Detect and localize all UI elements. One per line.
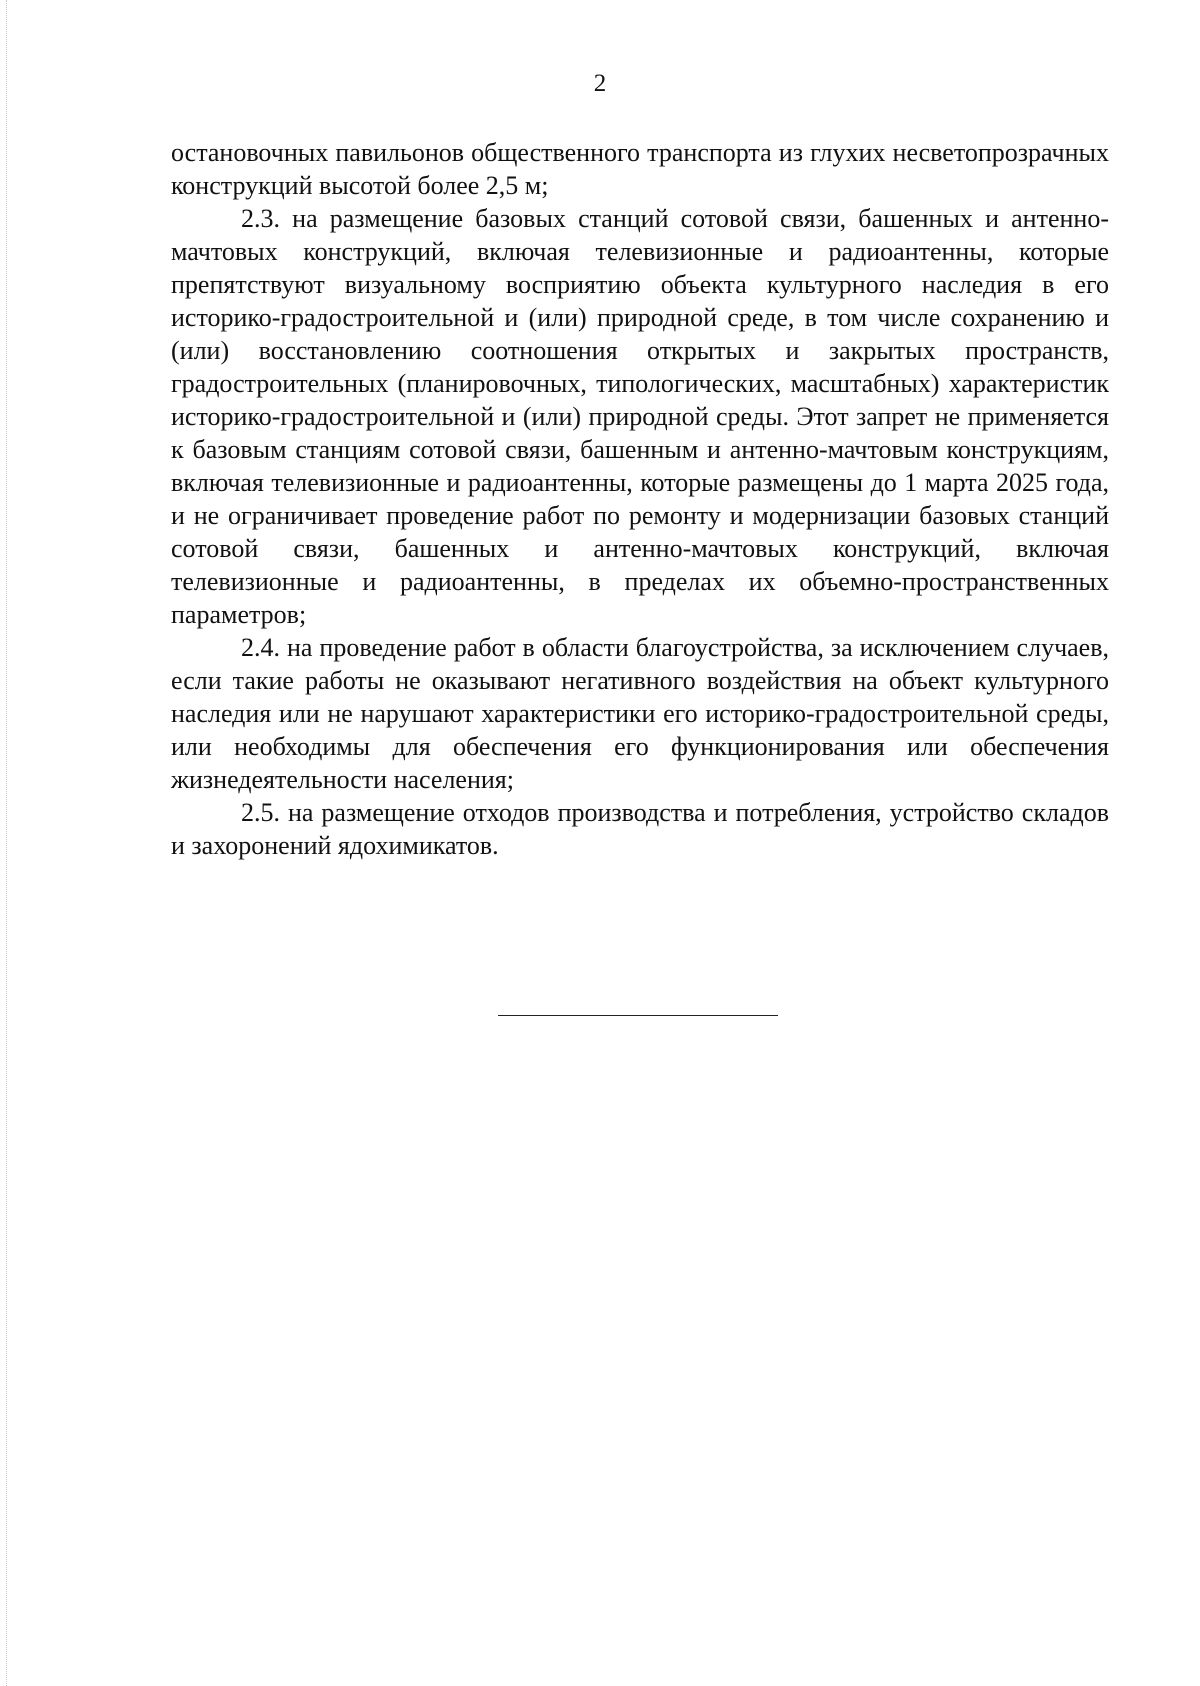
scan-edge-line [6, 0, 7, 1686]
end-of-document-rule [498, 1015, 778, 1016]
page-number: 2 [593, 70, 607, 97]
paragraph-item-2-5: 2.5. на размещение отходов производства и потребления, устройство складов и захоронений ядохимикатов. [171, 798, 1109, 860]
paragraph-item-2-3: 2.3. на размещение базовых станций сотовой связи, башенных и антенно-мачтовых конструкций, включая телевизионные и радиоантенны, которые препятствуют визуальному восприятию объекта культурного наследия в его историко-градостроительной и (или) природной среде, в том числе сохранению и (или) восстановлению соотношения открытых и закрытых пространств, градостроительных (планировочных, типологических, масштабных) характеристик историко-градостроительной и (или) природной среды. Этот запрет не применяется к базовым станциям сотовой связи, башенным и антенно-мачтовым конструкциям, включая телевизионные и радиоантенны, которые размещены до 1 марта 2025 года, и не ограничивает проведение работ по ремонту и модернизации базовых станций сотовой связи, башенных и антенно-мачтовых конструкций, включая телевизионные и радиоантенны, в пределах их объемно-пространственных параметров; [171, 204, 1109, 629]
document-body [171, 136, 1109, 862]
paragraph-item-2-4: 2.4. на проведение работ в области благоустройства, за исключением случаев, если такие работы не оказывают негативного воздействия на объект культурного наследия или не нарушают характеристики его историко-градостроительной среды, или необходимы для обеспечения его функционирования или обеспечения жизнедеятельности населения; [171, 633, 1109, 794]
paragraph-continuation: остановочных павильонов общественного транспорта из глухих несветопрозрачных конструкций высотой более 2,5 м; [171, 138, 1109, 200]
